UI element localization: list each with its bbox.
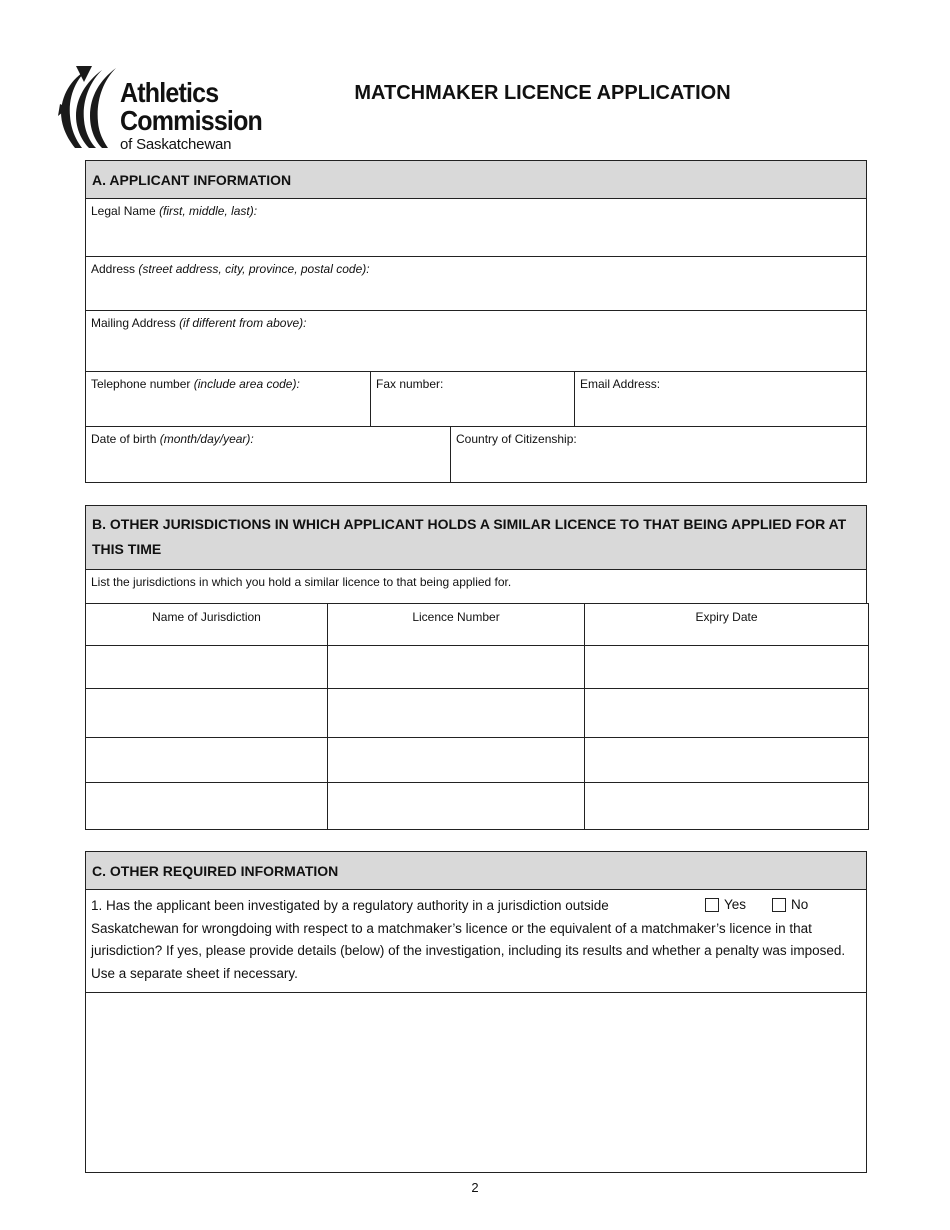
citizenship-field[interactable]: [450, 426, 867, 483]
column-header-jurisdiction: [85, 603, 328, 646]
row-1-licence-number-cell[interactable]: [327, 645, 585, 689]
page-number: 2: [471, 1180, 479, 1195]
page-title: MATCHMAKER LICENCE APPLICATION: [354, 82, 731, 104]
question-1-yes-option[interactable]: [705, 897, 746, 912]
dob-hint: (month/day/year):: [159, 432, 254, 446]
row-4-jurisdiction-cell[interactable]: [85, 782, 328, 830]
row-3-licence-number-cell[interactable]: [327, 737, 585, 783]
mailing-address-field[interactable]: [85, 310, 867, 372]
row-2-expiry-date-cell[interactable]: [584, 688, 869, 738]
column-header-jurisdiction-text: Name of Jurisdiction: [152, 610, 261, 624]
citizenship-label: Country of Citizenship:: [456, 432, 577, 446]
address-hint: (street address, city, province, postal code):: [138, 262, 370, 276]
section-b-heading-text: B. OTHER JURISDICTIONS IN WHICH APPLICANT HOLDS A SIMILAR LICENCE TO THAT BEING APPLIED FOR AT THIS TIME: [92, 516, 847, 557]
section-c-heading: [85, 851, 867, 890]
column-header-expiry-date: [584, 603, 869, 646]
section-a-heading: [85, 160, 867, 199]
yes-checkbox[interactable]: [705, 898, 719, 912]
column-header-licence-number: [327, 603, 585, 646]
organization-logo: [120, 77, 270, 153]
telephone-hint: (include area code):: [193, 377, 300, 391]
question-1: [85, 889, 867, 993]
no-checkbox[interactable]: [772, 898, 786, 912]
legal-name-hint: (first, middle, last):: [159, 204, 258, 218]
row-4-expiry-date-cell[interactable]: [584, 782, 869, 830]
row-4-licence-number-cell[interactable]: [327, 782, 585, 830]
column-header-licence-number-text: Licence Number: [412, 610, 500, 624]
mailing-address-hint: (if different from above):: [179, 316, 307, 330]
mailing-address-label: Mailing Address: [91, 316, 176, 330]
row-1-jurisdiction-cell[interactable]: [85, 645, 328, 689]
fax-field[interactable]: [370, 371, 575, 427]
email-label: Email Address:: [580, 377, 661, 391]
section-b-instruction: [85, 569, 867, 604]
question-1-text: [86, 890, 866, 990]
telephone-field[interactable]: [85, 371, 371, 427]
section-b-instruction-text: List the jurisdictions in which you hold a similar licence to that being applied for.: [91, 575, 512, 589]
section-c-heading-text: C. OTHER REQUIRED INFORMATION: [92, 862, 339, 879]
row-3-expiry-date-cell[interactable]: [584, 737, 869, 783]
legal-name-field[interactable]: [85, 198, 867, 257]
row-3-jurisdiction-cell[interactable]: [85, 737, 328, 783]
yes-label: Yes: [724, 897, 747, 912]
dob-label: Date of birth: [91, 432, 157, 446]
athletics-commission-logo-mark: [56, 64, 120, 148]
logo-line-1: Athletics: [120, 77, 219, 109]
row-2-jurisdiction-cell[interactable]: [85, 688, 328, 738]
question-1-rest: Saskatchewan for wrongdoing with respect to a matchmaker’s licence or the equivalent of a matchmaker’s licence in that jurisdiction? If yes, please provide details (below) of the investigation, including its results and whether a penalty was imposed. Use a separate sheet if necessary.: [91, 920, 846, 981]
question-1-no-option[interactable]: [772, 897, 808, 912]
address-field[interactable]: [85, 256, 867, 311]
question-1-line-1: 1. Has the applicant been investigated by a regulatory authority in a jurisdiction outside: [91, 898, 609, 913]
question-1-details-area[interactable]: [85, 992, 867, 1173]
logo-line-3: of Saskatchewan: [120, 136, 232, 153]
email-field[interactable]: [574, 371, 867, 427]
row-1-expiry-date-cell[interactable]: [584, 645, 869, 689]
legal-name-label: Legal Name: [91, 204, 156, 218]
fax-label: Fax number:: [376, 377, 444, 391]
date-of-birth-field[interactable]: [85, 426, 451, 483]
section-a-heading-text: A. APPLICANT INFORMATION: [92, 171, 292, 188]
row-2-licence-number-cell[interactable]: [327, 688, 585, 738]
no-label: No: [791, 897, 809, 912]
address-label: Address: [91, 262, 136, 276]
telephone-label: Telephone number: [91, 377, 191, 391]
column-header-expiry-date-text: Expiry Date: [695, 610, 758, 624]
section-b-heading: [85, 505, 867, 570]
logo-line-2: Commission: [120, 105, 263, 137]
